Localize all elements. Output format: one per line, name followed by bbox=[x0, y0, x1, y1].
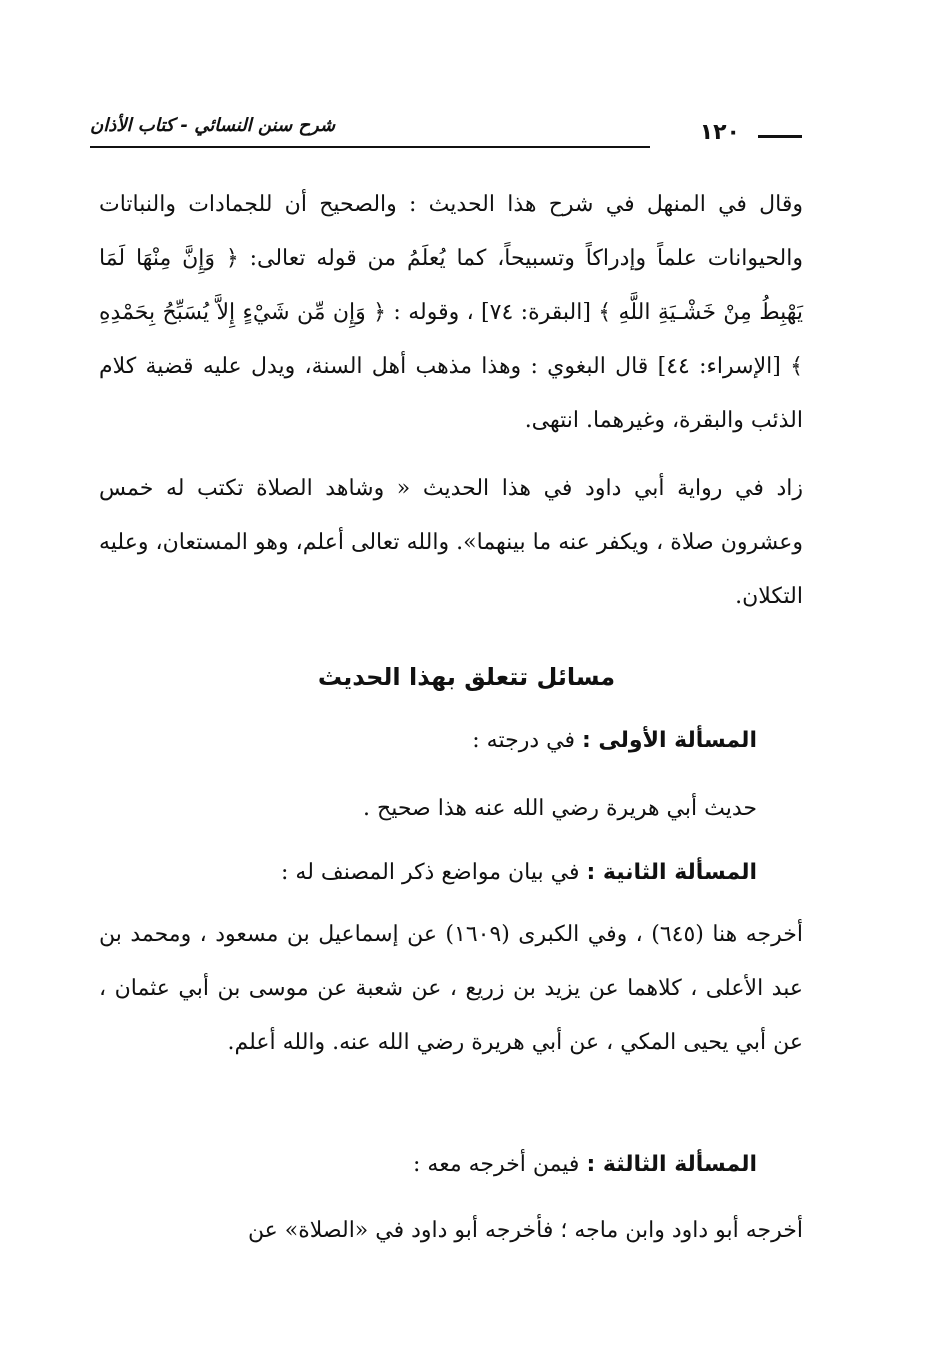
paragraph-3 bbox=[99, 908, 803, 1070]
question-1-label: المسألة الأولى : bbox=[581, 728, 757, 753]
paragraph-4 bbox=[99, 1204, 803, 1258]
question-3-label: المسألة الثالثة : bbox=[586, 1152, 757, 1177]
page-number-dash bbox=[758, 135, 802, 138]
paragraph-4-text: أخرجه أبو داود وابن ماجه ؛ فأخرجه أبو داود في «الصلاة» عن bbox=[247, 1218, 803, 1243]
header-rule bbox=[90, 146, 650, 148]
question-2-text: في بيان مواضع ذكر المصنف له : bbox=[281, 860, 587, 885]
question-2 bbox=[281, 846, 757, 900]
question-3-text: فيمن أخرجه معه : bbox=[413, 1152, 587, 1177]
question-2-label: المسألة الثانية : bbox=[586, 860, 757, 885]
page-number: ١٢٠ bbox=[699, 120, 740, 145]
paragraph-3-text: أخرجه هنا (٦٤٥) ، وفي الكبرى (١٦٠٩) عن إسماعيل بن مسعود ، ومحمد بن عبد الأعلى ، كلاهما عن يزيد بن زريع ، عن شعبة عن موسى بن أبي عثمان ، عن أبي يحيى المكي ، عن أبي هريرة رضي الله عنه. والله أعلم. bbox=[99, 922, 803, 1055]
paragraph-2-text: زاد في رواية أبي داود في هذا الحديث « وشاهد الصلاة تكتب له خمس وعشرون صلاة ، ويكفر عنه ما بينهما». والله تعالى أعلم، وهو المستعان، وعليه التكلان. bbox=[99, 476, 803, 609]
question-1-answer: حديث أبي هريرة رضي الله عنه هذا صحيح . bbox=[363, 796, 757, 821]
running-header bbox=[90, 112, 802, 152]
question-1 bbox=[472, 714, 757, 768]
paragraph-1 bbox=[99, 178, 803, 448]
paragraph-2 bbox=[99, 462, 803, 624]
section-heading: مسائل تتعلق بهذا الحديث bbox=[317, 663, 616, 691]
question-1-text: في درجته : bbox=[472, 728, 582, 753]
paragraph-1-text: وقال في المنهل في شرح هذا الحديث : والصحيح أن للجمادات والنباتات والحيوانات علماً وإدراكاً وتسبيحاً، كما يُعلَمُ من قوله تعالى: ﴿ وَإِنَّ مِنْهَا لَمَا يَهْبِطُ مِنْ خَشْـيَةِ اللَّهِ ﴾ [البقرة: ٧٤] ، وقوله : ﴿ وَإِن مِّن شَيْءٍ إِلاَّ يُسَبِّحُ بِحَمْدِهِ ﴾ [الإسراء: ٤٤] قال البغوي : وهذا مذهب أهل السنة، ويدل عليه قضية كلام الذئب والبقرة، وغيرهما. انتهى. bbox=[99, 192, 804, 433]
question-3 bbox=[413, 1138, 757, 1192]
running-title: شرح سنن النسائي - كتاب الأذان bbox=[90, 115, 336, 136]
